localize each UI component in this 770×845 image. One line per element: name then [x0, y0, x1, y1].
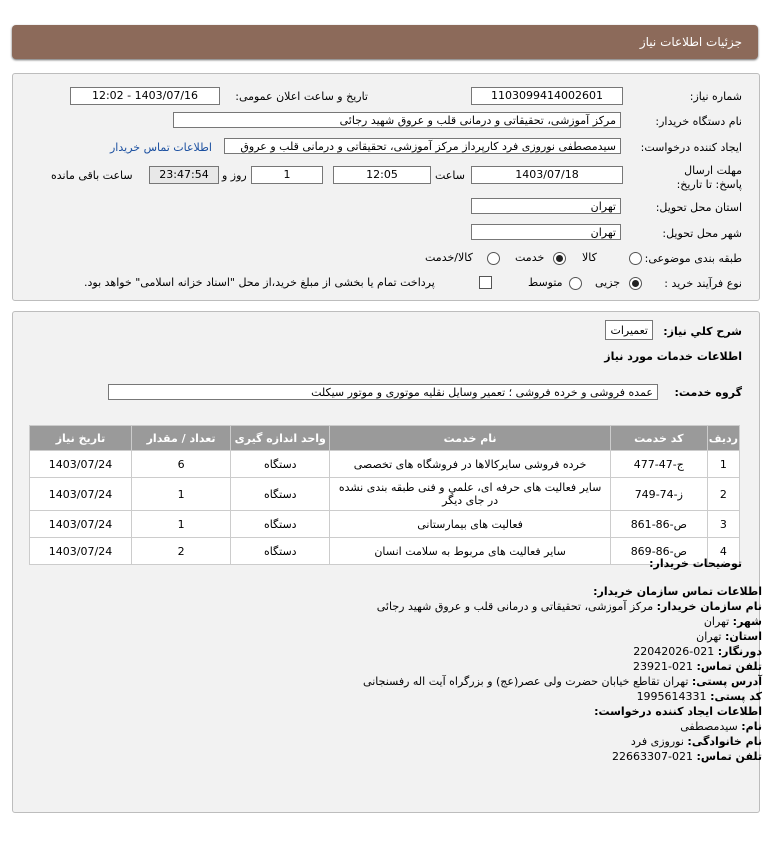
org-fax-label: دورنگار:	[717, 645, 762, 658]
table-row	[30, 451, 740, 478]
org-city: تهران	[703, 615, 730, 628]
org-name-line	[377, 600, 762, 613]
org-fax: 021-22042026	[633, 645, 715, 658]
org-name-label: نام سازمان خریدار:	[656, 600, 762, 613]
cell-name: خرده فروشی سایرکالاها در فروشگاه های تخصصی	[330, 451, 611, 478]
col-qty: تعداد / مقدار	[132, 426, 231, 451]
org-address: تهران تقاطع خیابان حضرت ولی عصر(عج) و بزرگراه آیت اله رفسنجانی	[363, 675, 689, 688]
city-label: شهر محل تحویل:	[662, 227, 742, 240]
category-goods-service-radio[interactable]	[487, 252, 500, 265]
category-label: طبقه بندی موضوعی:	[644, 252, 742, 265]
cell-unit: دستگاه	[231, 511, 330, 538]
need-number-label: شماره نیاز:	[689, 90, 742, 103]
org-province-line	[696, 630, 762, 643]
announce-label: تاریخ و ساعت اعلان عمومی:	[235, 90, 368, 103]
process-medium-radio[interactable]	[569, 277, 582, 290]
org-province: تهران	[696, 630, 722, 643]
cell-unit: دستگاه	[231, 451, 330, 478]
creator-last-name-label: نام خانوادگی:	[687, 735, 762, 748]
cell-name: سایر فعالیت های حرفه ای، علمي و فنی طبقه بندی نشده در جای دیگر	[330, 478, 611, 511]
services-heading: اطلاعات خدمات مورد نیاز	[604, 350, 742, 363]
buyer-field: مرکز آموزشی، تحقیقاتی و درمانی قلب و عروق شهید رجائی	[173, 112, 621, 128]
table-row	[30, 538, 740, 565]
cell-code: ز-74-749	[610, 478, 707, 511]
cell-date: 1403/07/24	[30, 478, 132, 511]
table-row	[30, 511, 740, 538]
cell-date: 1403/07/24	[30, 451, 132, 478]
col-date: تاریخ نیاز	[30, 426, 132, 451]
category-goods-service-label: کالا/خدمت	[425, 251, 473, 264]
org-address-line	[363, 675, 762, 688]
creator-first-name-label: نام:	[741, 720, 762, 733]
cell-qty: 1	[132, 478, 231, 511]
cell-qty: 1	[132, 511, 231, 538]
org-phone-line	[633, 660, 762, 673]
process-medium-label: متوسط	[528, 276, 563, 289]
cell-row: 4	[707, 538, 739, 565]
cell-date: 1403/07/24	[30, 538, 132, 565]
service-group-field: عمده فروشی و خرده فروشی ؛ تعمیر وسایل نقلیه موتوری و موتور سیکلت	[108, 384, 658, 400]
days-field: 1	[251, 166, 323, 184]
page-title: جزئیات اطلاعات نیاز	[639, 35, 742, 49]
summary-field: تعمیرات	[605, 320, 653, 340]
deadline-time-field: 12:05	[333, 166, 431, 184]
org-postal: 1995614331	[636, 690, 707, 703]
creator-first-name: سیدمصطفی	[680, 720, 738, 733]
category-service-radio[interactable]	[553, 252, 566, 265]
creator-contact-heading: اطلاعات ایجاد کننده درخواست:	[594, 705, 762, 718]
buyer-label: نام دستگاه خریدار:	[655, 115, 742, 128]
category-goods-radio[interactable]	[629, 252, 642, 265]
org-province-label: استان:	[725, 630, 762, 643]
remaining-label: ساعت باقی مانده	[51, 169, 133, 182]
org-contact-heading: اطلاعات تماس سازمان خریدار:	[593, 585, 762, 598]
cell-row: 2	[707, 478, 739, 511]
days-label: روز و	[222, 169, 247, 182]
treasury-checkbox[interactable]	[479, 276, 492, 289]
cell-name: فعالیت های بیمارستانی	[330, 511, 611, 538]
table-row	[30, 478, 740, 511]
province-field: تهران	[471, 198, 621, 214]
deadline-hour-label: ساعت	[435, 169, 465, 182]
org-fax-line	[633, 645, 762, 658]
col-code: کد خدمت	[610, 426, 707, 451]
creator-label: ایجاد کننده درخواست:	[640, 141, 742, 154]
summary-label: شرح کلي نياز:	[663, 325, 742, 338]
page-header	[12, 25, 758, 59]
cell-code: ص-86-861	[610, 511, 707, 538]
creator-phone-label: تلفن تماس:	[696, 750, 762, 763]
process-label: نوع فرآیند خرید :	[664, 277, 742, 290]
payment-note: پرداخت تمام یا بخشی از مبلغ خرید،از محل "اسناد خزانه اسلامی" خواهد بود.	[84, 276, 435, 289]
services-table	[29, 425, 740, 565]
cell-row: 1	[707, 451, 739, 478]
remaining-time-field: 23:47:54	[149, 166, 219, 184]
creator-first-name-line	[680, 720, 762, 733]
category-service-label: خدمت	[515, 251, 545, 264]
col-name: نام خدمت	[330, 426, 611, 451]
process-minor-radio[interactable]	[629, 277, 642, 290]
org-address-label: آدرس پستی:	[691, 675, 762, 688]
cell-row: 3	[707, 511, 739, 538]
province-label: استان محل تحویل:	[655, 201, 742, 214]
cell-code: ج-47-477	[610, 451, 707, 478]
creator-last-name-line	[631, 735, 762, 748]
city-field: تهران	[471, 224, 621, 240]
org-phone-label: تلفن تماس:	[696, 660, 762, 673]
cell-unit: دستگاه	[231, 478, 330, 511]
cell-unit: دستگاه	[231, 538, 330, 565]
table-header-row	[30, 426, 740, 451]
org-city-label: شهر:	[732, 615, 762, 628]
category-goods-label: کالا	[582, 251, 597, 264]
process-minor-label: جزیی	[595, 276, 621, 289]
buyer-contact-link[interactable]: اطلاعات تماس خریدار	[110, 141, 212, 154]
cell-qty: 2	[132, 538, 231, 565]
col-row: ردیف	[707, 426, 739, 451]
org-name: مرکز آموزشی، تحقیقاتی و درمانی قلب و عروق شهید رجائی	[376, 600, 654, 613]
creator-phone: 021-22663307	[612, 750, 694, 763]
org-postal-line	[637, 690, 762, 703]
cell-name: سایر فعالیت های مربوط به سلامت انسان	[330, 538, 611, 565]
creator-field: سیدمصطفی نوروزی فرد کارپرداز مرکز آموزشی، تحقیقاتی و درمانی قلب و عروق	[224, 138, 621, 154]
col-unit: واحد اندازه گیری	[231, 426, 330, 451]
creator-last-name: نوروزی فرد	[630, 735, 684, 748]
org-postal-label: کد پستی:	[710, 690, 762, 703]
org-phone: 021-23921	[633, 660, 694, 673]
deadline-date-field: 1403/07/18	[471, 166, 623, 184]
cell-date: 1403/07/24	[30, 511, 132, 538]
creator-phone-line	[612, 750, 762, 763]
cell-qty: 6	[132, 451, 231, 478]
need-number-field: 1103099414002601	[471, 87, 623, 105]
need-info-panel	[12, 73, 760, 301]
deadline-label: مهلت ارسال پاسخ: تا تاریخ:	[676, 164, 742, 191]
buyer-notes-label: توضیحات خریدار:	[649, 557, 742, 570]
org-city-line	[704, 615, 762, 628]
cell-code: ص-86-869	[610, 538, 707, 565]
service-group-label: گروه خدمت:	[674, 386, 742, 399]
announce-field: 1403/07/16 - 12:02	[70, 87, 220, 105]
